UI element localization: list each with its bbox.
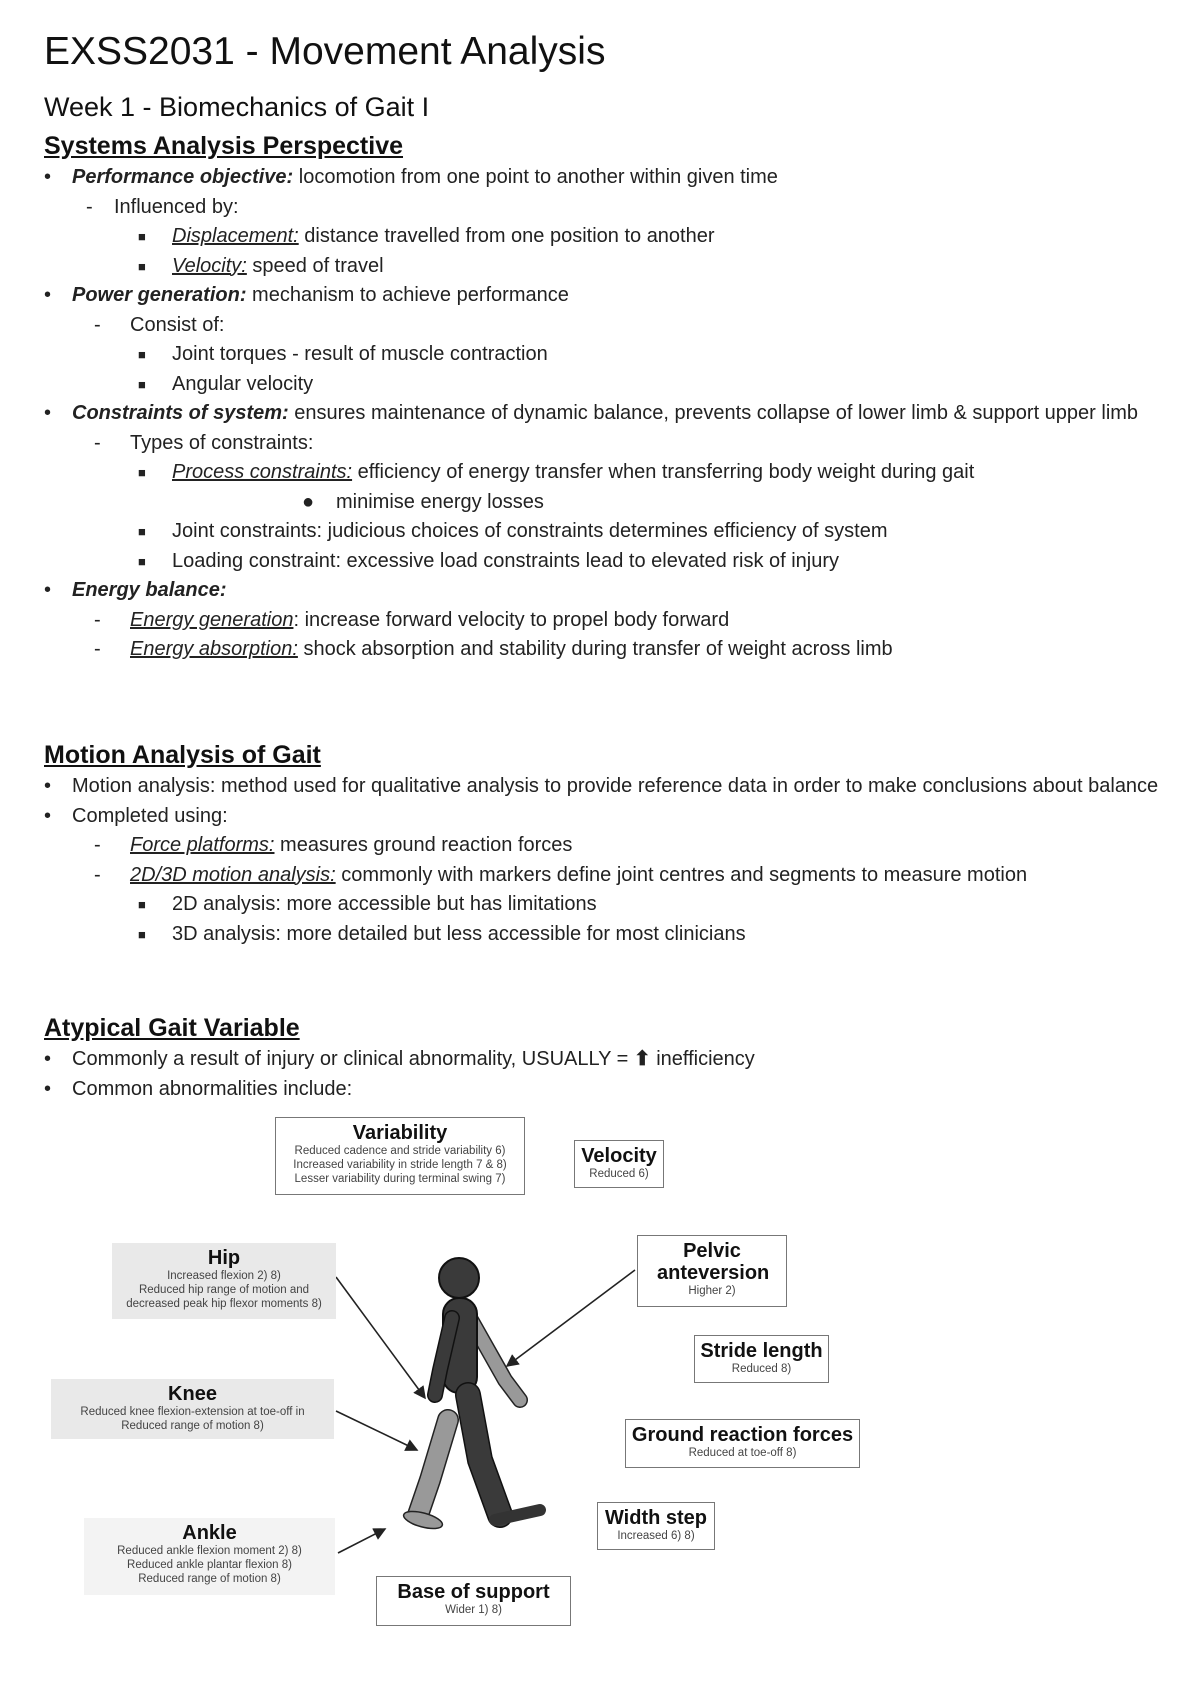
box-line: Reduced range of motion 8) xyxy=(138,1573,281,1585)
box-line: Reduced ankle flexion moment 2) 8) xyxy=(117,1545,302,1557)
term: 2D/3D motion analysis: xyxy=(130,863,336,886)
box-line: Increased 6) 8) xyxy=(617,1530,695,1542)
list-item: ■ 3D analysis: more detailed but less accessible for most clinicians xyxy=(138,922,746,945)
text: Commonly a result of injury or clinical abnormality, USUALLY = xyxy=(72,1048,634,1070)
term: Power generation: xyxy=(72,284,247,306)
list-item: • Energy balance: xyxy=(44,579,227,601)
box-line: Reduced hip range of motion and xyxy=(138,1284,310,1296)
list-item: - 2D/3D motion analysis: commonly with markers define joint centres and segments to measure motion xyxy=(94,863,1028,886)
term: Process constraints: xyxy=(172,461,353,483)
text: distance travelled from one position to another xyxy=(298,225,715,247)
knee-box xyxy=(51,1379,334,1439)
text: Common abnormalities include: xyxy=(72,1077,353,1100)
text: speed of travel xyxy=(246,254,384,277)
list-item: ● minimise energy losses xyxy=(302,490,544,513)
text: commonly with markers define joint centres and segments to measure motion xyxy=(335,863,1028,886)
base-of-support-box xyxy=(376,1576,571,1626)
list-item: ■ Process constraints: efficiency of energy transfer when transferring body weight during gait xyxy=(138,461,975,483)
text: mechanism to achieve performance xyxy=(246,284,569,306)
pelvic-arrow xyxy=(507,1270,635,1366)
section-heading: Atypical Gait Variable xyxy=(44,1014,300,1042)
text: minimise energy losses xyxy=(336,490,544,513)
box-title: Ground reaction forces xyxy=(631,1424,854,1446)
ankle-arrow xyxy=(338,1529,385,1553)
ground-reaction-forces-box xyxy=(625,1419,860,1468)
knee-arrow xyxy=(336,1411,417,1450)
box-line: Increased flexion 2) 8) xyxy=(167,1270,281,1282)
text: Consist of: xyxy=(130,313,225,336)
text: Motion analysis: method used for qualitative analysis to provide reference data in order to make conclusions about balance xyxy=(72,775,1159,797)
text: Loading constraint: excessive load constraints lead to elevated risk of injury xyxy=(172,549,840,572)
text: measures ground reaction forces xyxy=(274,834,573,856)
list-item: • Common abnormalities include: xyxy=(44,1077,353,1100)
stride-length-box xyxy=(694,1335,829,1383)
text: 2D analysis: more accessible but has limitations xyxy=(172,893,597,915)
list-item: ■ Velocity: speed of travel xyxy=(138,254,384,277)
up-arrow-icon: ⬆ xyxy=(633,1048,651,1070)
text: 3D analysis: more detailed but less accessible for most clinicians xyxy=(172,922,746,945)
box-title: Base of support xyxy=(397,1581,550,1603)
list-item: • Completed using: xyxy=(44,804,228,827)
document-title: EXSS2031 - Movement Analysis xyxy=(44,30,606,73)
list-item: ■ Loading constraint: excessive load constraints lead to elevated risk of injury xyxy=(138,549,840,572)
text: Completed using: xyxy=(72,804,228,827)
text: ensures maintenance of dynamic balance, prevents collapse of lower limb & support upper limb xyxy=(288,402,1139,424)
box-line: Reduced ankle plantar flexion 8) xyxy=(127,1559,292,1571)
list-item: ■ Displacement: distance travelled from one position to another xyxy=(138,225,715,247)
box-line: Higher 2) xyxy=(688,1285,736,1297)
hip-box xyxy=(112,1243,336,1319)
width-step-box xyxy=(597,1502,715,1550)
box-line: Reduced 6) xyxy=(589,1168,649,1180)
box-line: Reduced range of motion 8) xyxy=(121,1420,264,1432)
box-line: Reduced at toe-off 8) xyxy=(688,1447,797,1459)
text: inefficiency xyxy=(650,1048,755,1070)
text: locomotion from one point to another within given time xyxy=(293,166,778,188)
list-item: • Commonly a result of injury or clinical abnormality, USUALLY = ⬆ inefficiency xyxy=(44,1048,755,1070)
box-line: decreased peak hip flexor moments 8) xyxy=(126,1298,322,1310)
term: Energy balance: xyxy=(72,579,227,601)
list-item: ■ Angular velocity xyxy=(138,372,314,395)
box-title: Width step xyxy=(604,1507,708,1529)
list-item: - Energy absorption: shock absorption and stability during transfer of weight across limb xyxy=(94,638,893,660)
text: : increase forward velocity to propel body forward xyxy=(293,608,730,631)
box-title: Hip xyxy=(207,1247,241,1269)
section-heading: Motion Analysis of Gait xyxy=(44,741,321,769)
list-item: ■ Joint torques - result of muscle contraction xyxy=(138,343,548,365)
term: Force platforms: xyxy=(130,834,275,856)
list-item: ■ 2D analysis: more accessible but has limitations xyxy=(138,893,597,915)
box-title: Velocity xyxy=(581,1145,657,1167)
box-line: Reduced knee flexion-extension at toe-off in xyxy=(80,1406,305,1418)
list-item: - Consist of: xyxy=(94,313,225,336)
box-line: Lesser variability during terminal swing 7) xyxy=(294,1173,506,1185)
text: shock absorption and stability during transfer of weight across limb xyxy=(297,638,893,660)
box-title: Knee xyxy=(168,1383,217,1405)
term: Energy absorption: xyxy=(130,638,298,660)
week-heading: Week 1 - Biomechanics of Gait I xyxy=(44,92,430,122)
box-line: Reduced 8) xyxy=(731,1363,792,1375)
term: Displacement: xyxy=(172,225,299,247)
box-title: Ankle xyxy=(182,1522,237,1544)
ankle-box xyxy=(84,1518,335,1595)
box-title: Stride length xyxy=(700,1340,823,1362)
box-line: Wider 1) 8) xyxy=(445,1604,502,1616)
hip-arrow xyxy=(336,1277,425,1398)
velocity-box xyxy=(574,1140,664,1188)
list-item: - Force platforms: measures ground reaction forces xyxy=(94,834,573,856)
box-title: Pelvic anteversion xyxy=(657,1240,770,1284)
list-item: - Energy generation: increase forward velocity to propel body forward xyxy=(94,608,730,631)
list-item: • Motion analysis: method used for qualitative analysis to provide reference data in order to make conclusions about balance xyxy=(44,772,1164,802)
variability-box xyxy=(275,1117,525,1195)
text: Angular velocity xyxy=(172,372,314,395)
box-line: Reduced cadence and stride variability 6) xyxy=(294,1145,506,1157)
list-item: ■ Joint constraints: judicious choices of constraints determines efficiency of system xyxy=(138,520,888,542)
term: Constraints of system: xyxy=(72,402,289,424)
list-item: • Constraints of system: ensures maintenance of dynamic balance, prevents collapse of lower limb & support upper limb xyxy=(44,402,1139,424)
pelvic-anteversion-box xyxy=(637,1235,787,1307)
text: Joint constraints: judicious choices of constraints determines efficiency of system xyxy=(172,520,888,542)
box-line: Increased variability in stride length 7 & 8) xyxy=(293,1159,507,1171)
term: Velocity: xyxy=(172,254,247,277)
term: Energy generation xyxy=(130,608,294,631)
text: Types of constraints: xyxy=(130,431,314,454)
text: Influenced by: xyxy=(114,195,239,218)
term: Performance objective: xyxy=(72,166,294,188)
box-title: Variability xyxy=(352,1122,448,1144)
text: efficiency of energy transfer when transferring body weight during gait xyxy=(352,461,975,483)
text: Joint torques - result of muscle contraction xyxy=(172,343,548,365)
section-heading: Systems Analysis Perspective xyxy=(44,132,404,160)
list-item: • Power generation: mechanism to achieve performance xyxy=(44,284,569,306)
list-item: - Influenced by: xyxy=(86,195,239,218)
list-item: - Types of constraints: xyxy=(94,431,314,454)
list-item: • Performance objective: locomotion from one point to another within given time xyxy=(44,166,778,188)
